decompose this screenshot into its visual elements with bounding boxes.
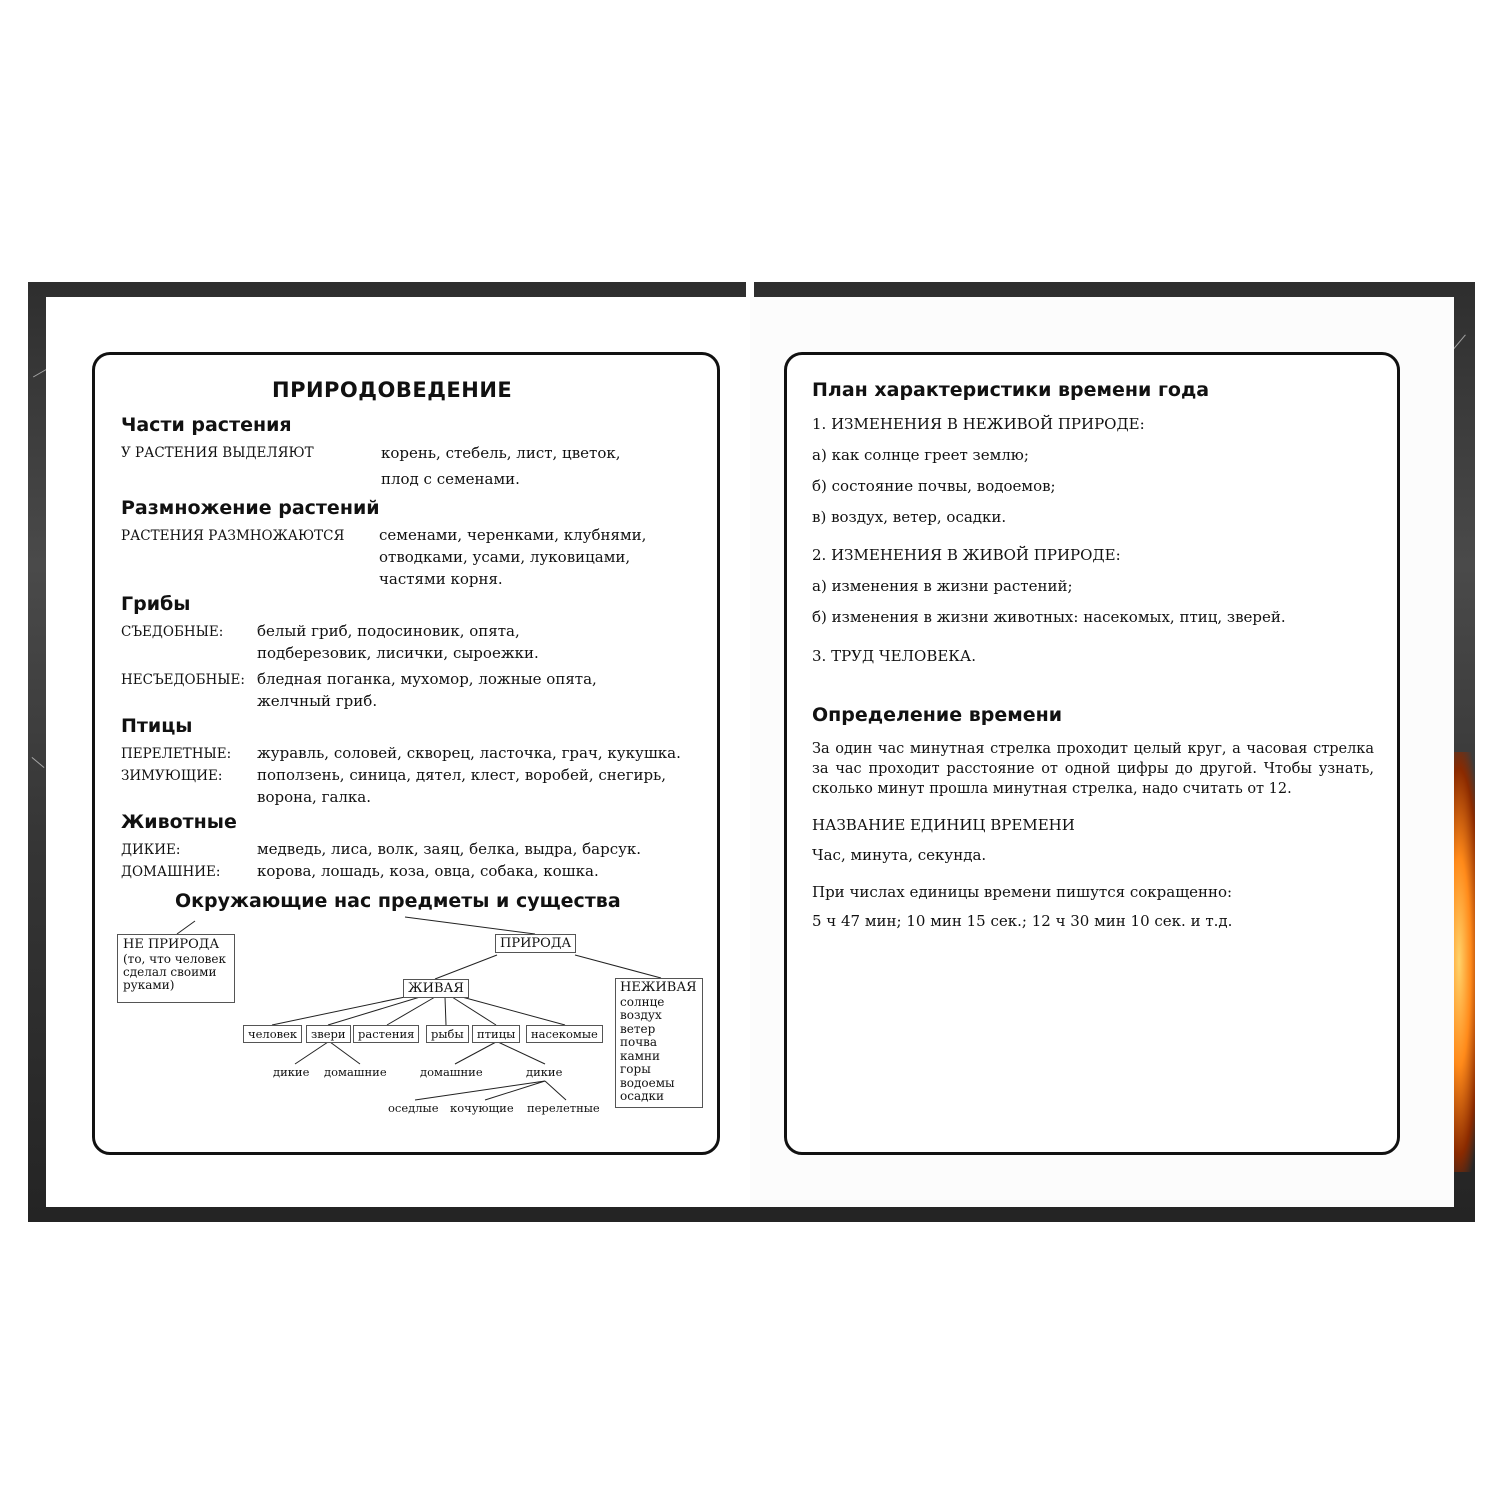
time-paragraph-line-1: За один час минутная стрелка проходит целый круг, а часовая стрелка [812,741,1374,757]
not-nature-box [117,934,235,1003]
beasts-domestic: домашние [324,1065,387,1079]
nonliving-box [615,978,703,1108]
text-inedible-2: желчный гриб. [257,692,378,710]
heading-birds: Птицы [121,715,193,737]
abbr-example: 5 ч 47 мин; 10 мин 15 сек.; 12 ч 30 мин 10 сек. и т.д. [812,912,1233,930]
nonliving-item: камни [620,1048,660,1063]
wild-birds-nomadic: кочующие [450,1101,514,1115]
living-item-insects: насекомые [526,1025,603,1043]
plan-item-3: 3. ТРУД ЧЕЛОВЕКА. [812,647,977,665]
plan-item-1c: в) воздух, ветер, осадки. [812,508,1007,526]
living-item-plants: растения [353,1025,419,1043]
text-inedible-1: бледная поганка, мухомор, ложные опята, [257,670,597,688]
text-wintering-1: поползень, синица, дятел, клест, воробей, снегирь, [257,766,667,784]
plan-item-1: 1. ИЗМЕНЕНИЯ В НЕЖИВОЙ ПРИРОДЕ: [812,415,1145,433]
time-paragraph-line-3: сколько минут прошла минутная стрелка, надо считать от 12. [812,781,1292,797]
beasts-wild: дикие [273,1065,310,1079]
label-reproduction: РАСТЕНИЯ РАЗМНОЖАЮТСЯ [121,528,345,544]
text-migratory: журавль, соловей, скворец, ласточка, грач, кукушка. [257,744,681,762]
living-item-beasts: звери [306,1025,351,1043]
not-nature-title: НЕ ПРИРОДА [123,937,220,952]
heading-reproduction: Размножение растений [121,497,380,519]
text-edible-2: подберезовик, лисички, сыроежки. [257,644,539,662]
text-domestic: корова, лошадь, коза, овца, собака, кошка. [257,862,599,880]
plan-item-1a: а) как солнце греет землю; [812,446,1029,464]
nonliving-item: воздух [620,1008,662,1022]
plan-item-2b: б) изменения в жизни животных: насекомых, птиц, зверей. [812,608,1286,626]
label-inedible: НЕСЪЕДОБНЫЕ: [121,672,245,688]
text-wild: медведь, лиса, волк, заяц, белка, выдра, барсук. [257,840,642,858]
text-wintering-2: ворона, галка. [257,788,372,806]
text-reproduction-3: частями корня. [379,570,503,588]
time-heading: Определение времени [812,704,1063,726]
heading-mushrooms: Грибы [121,593,191,615]
units-caption: НАЗВАНИЕ ЕДИНИЦ ВРЕМЕНИ [812,816,1075,834]
birds-wild: дикие [526,1065,563,1079]
nonliving-item: горы [620,1062,651,1076]
living-item-birds: птицы [472,1025,520,1043]
label-edible: СЪЕДОБНЫЕ: [121,624,224,640]
plan-heading: План характеристики времени года [812,379,1210,401]
text-plant-parts-1: корень, стебель, лист, цветок, [381,444,621,462]
nonliving-title: НЕЖИВАЯ [620,980,697,995]
text-edible-1: белый гриб, подосиновик, опята, [257,622,520,640]
diagram-heading: Окружающие нас предметы и существа [175,890,621,912]
nonliving-item: ветер [620,1021,656,1036]
time-paragraph-line-2: за час проходит расстояние от одной цифры до другой. Чтобы узнать, [812,761,1374,777]
page-title: ПРИРОДОВЕДЕНИЕ [272,378,513,402]
not-nature-desc-1: (то, что человек [123,952,227,966]
label-plant-parts: У РАСТЕНИЯ ВЫДЕЛЯЮТ [121,445,314,461]
text-reproduction-1: семенами, черенками, клубнями, [379,526,647,544]
abbr-caption: При числах единицы времени пишутся сокращенно: [812,883,1233,901]
birds-domestic: домашние [420,1065,483,1079]
text-reproduction-2: отводками, усами, луковицами, [379,548,631,566]
nonliving-item: водоемы [620,1075,675,1090]
nonliving-item: солнце [620,994,665,1009]
wild-birds-sedentary: оседлые [388,1101,439,1115]
not-nature-desc-3: руками) [123,978,175,992]
living-item-human: человек [243,1025,302,1043]
nonliving-item: осадки [620,1089,664,1103]
living-item-fish: рыбы [426,1025,469,1043]
wild-birds-migratory: перелетные [527,1101,600,1115]
units-text: Час, минута, секунда. [812,846,987,864]
plan-item-1b: б) состояние почвы, водоемов; [812,477,1056,495]
label-wild: ДИКИЕ: [121,842,181,858]
heading-plant-parts: Части растения [121,414,292,436]
not-nature-desc-2: сделал своими [123,965,217,979]
label-migratory: ПЕРЕЛЕТНЫЕ: [121,746,232,762]
nature-box: ПРИРОДА [495,934,576,953]
plan-item-2: 2. ИЗМЕНЕНИЯ В ЖИВОЙ ПРИРОДЕ: [812,546,1121,564]
heading-animals: Животные [121,811,237,833]
plan-item-2a: а) изменения в жизни растений; [812,577,1073,595]
label-wintering: ЗИМУЮЩИЕ: [121,768,223,784]
time-paragraph [812,739,1374,799]
nonliving-item: почва [620,1035,658,1049]
text-plant-parts-2: плод с семенами. [381,470,520,488]
living-box: ЖИВАЯ [403,979,469,998]
label-domestic: ДОМАШНИЕ: [121,864,221,880]
